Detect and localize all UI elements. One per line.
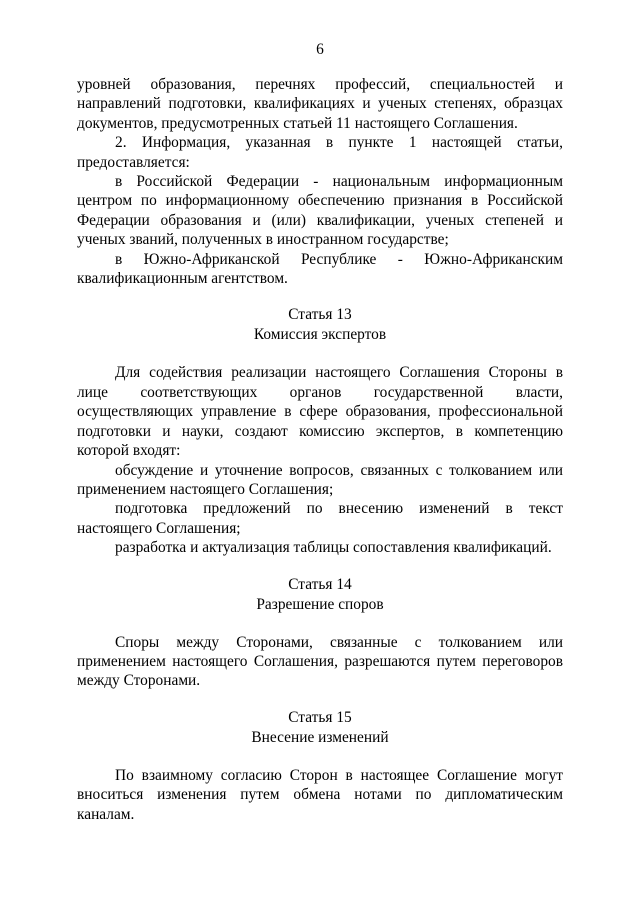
article-14-paragraph-1: Споры между Сторонами, связанные с толкованием или применением настоящего Соглашения, разрешаются путем переговоров между Сторонами.	[77, 633, 563, 690]
article-13-paragraph-2: обсуждение и уточнение вопросов, связанных с толкованием или применением настоящего Соглашения;	[77, 461, 563, 498]
document-body	[77, 75, 563, 824]
article-14-title: Разрешение споров	[256, 595, 384, 613]
paragraph-south-africa: в Южно-Африканской Республике - Южно-Африканским квалификационным агентством.	[77, 250, 563, 288]
page-number: 6	[316, 41, 324, 58]
paragraph-item-2: 2. Информация, указанная в пункте 1 настоящей статьи, предоставляется:	[77, 134, 563, 171]
article-13-paragraph-1: Для содействия реализации настоящего Соглашения Стороны в лице соответствующих органов государственной власти, осуществляющих управление в сфере образования, профессиональной подготовки и науки, создают комиссию экспертов, в компетенцию которой входят:	[77, 364, 563, 460]
article-13-title: Комиссия экспертов	[253, 326, 387, 344]
article-14-number: Статья 14	[288, 575, 352, 593]
article-13-paragraph-4: разработка и актуализация таблицы сопоставления квалификаций.	[115, 539, 552, 557]
article-13-paragraph-3: подготовка предложений по внесению изменений в текст настоящего Соглашения;	[77, 500, 563, 537]
paragraph-continuation: уровней образования, перечнях профессий, специальностей и направлений подготовки, квалификациях и ученых степенях, образцах документов, предусмотренных статьей 11 настоящего Соглашения.	[77, 76, 563, 132]
paragraph-russian-federation: в Российской Федерации - национальным информационным центром по информационному обеспечению признания в Российской Федерации образования и (или) квалификации, ученых степеней и ученых званий, полученных в иностранном государстве;	[77, 173, 563, 249]
article-15-paragraph-1: По взаимному согласию Сторон в настоящее Соглашение могут вноситься изменения путем обмена нотами по дипломатическим каналам.	[77, 766, 563, 823]
article-15-number: Статья 15	[288, 708, 352, 726]
article-13-number: Статья 13	[288, 306, 352, 324]
article-15-title: Внесение изменений	[251, 728, 389, 746]
